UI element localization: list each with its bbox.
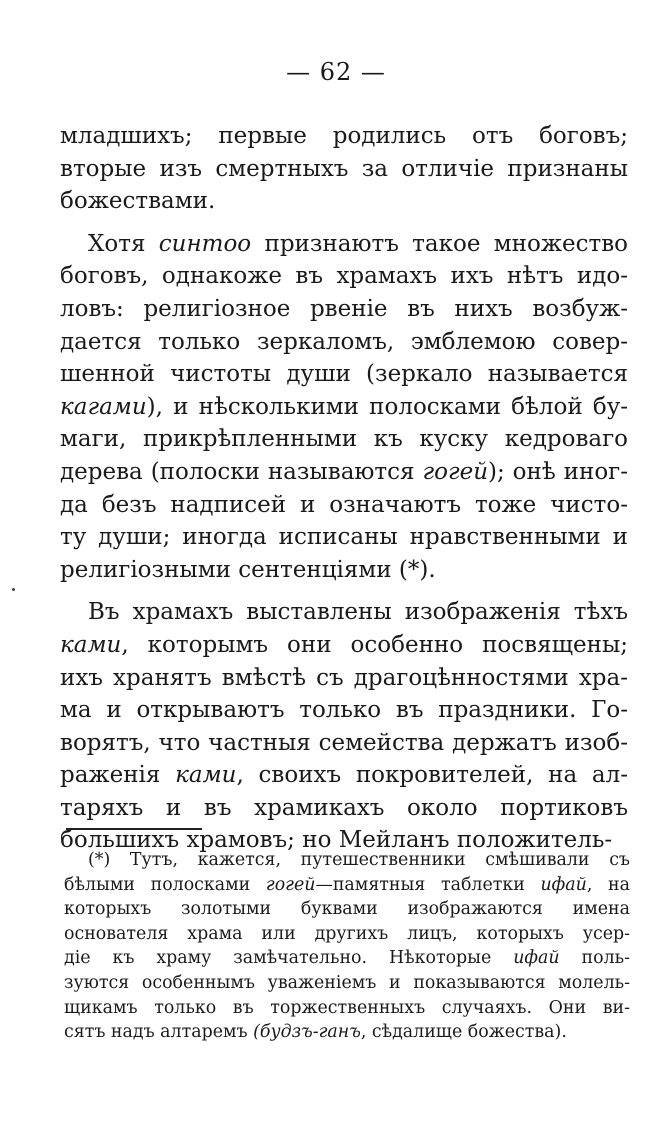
text-run: , которымъ они особенно посвящены;: [121, 631, 628, 658]
text-line: [60, 489, 628, 522]
footnote-line: [64, 1020, 630, 1045]
text-line: [60, 629, 628, 662]
text-run: ловъ: религіозное рвеніе въ нихъ возбуж-: [60, 295, 628, 322]
text-run: шенной чистоты души (зеркало называется: [60, 361, 628, 388]
text-line: [60, 185, 628, 218]
text-run: дается только зеркаломъ, эмблемою совер-: [60, 328, 628, 355]
text-line: [60, 293, 628, 326]
footnote-line: [64, 873, 630, 898]
italic-term: ками: [175, 762, 237, 789]
text-run: боговъ, однакоже въ храмахъ ихъ нѣтъ идо-: [60, 263, 628, 290]
main-text: [60, 120, 628, 857]
footnote-line: [64, 922, 630, 947]
footnote-line: [64, 848, 630, 873]
text-run: Въ храмахъ выставлены изображенія тѣхъ: [88, 599, 628, 626]
italic-term: гогей: [422, 458, 489, 485]
paragraph: [60, 120, 628, 218]
text-run: признаютъ такое множество: [251, 230, 628, 257]
footnote-line: [64, 897, 630, 922]
margin-speck: [12, 588, 15, 591]
footnote: [64, 848, 630, 1045]
italic-term: ифай: [540, 874, 587, 895]
text-run: сятъ надъ алтаремъ: [64, 1022, 254, 1043]
text-line: [60, 228, 628, 261]
text-run: вторые изъ смертныхъ за отличіе признаны: [60, 155, 628, 182]
text-run: , сѣдалище божества).: [360, 1022, 567, 1043]
italic-term: синтоо: [158, 230, 252, 257]
text-run: —памятныя таблетки: [315, 874, 541, 895]
paragraph: [60, 228, 628, 587]
text-line: [60, 153, 628, 186]
text-line: [60, 662, 628, 695]
italic-term: кагами: [60, 393, 147, 420]
text-run: поль-: [559, 948, 630, 969]
text-run: діе къ храму замѣчательно. Нѣкоторые: [64, 948, 514, 969]
text-line: [60, 727, 628, 760]
text-run: , на: [586, 874, 630, 895]
text-run: религіозными сентенціями (*).: [60, 556, 436, 583]
text-line: [60, 596, 628, 629]
text-line: [60, 260, 628, 293]
paragraph-gap: [60, 586, 628, 596]
text-run: бѣлыми полосками: [64, 874, 266, 895]
text-run: основателя храма или другихъ лицъ, которыхъ усер-: [64, 923, 630, 944]
text-run: щикамъ только въ торжественныхъ случаяхъ. Они ви-: [64, 997, 630, 1018]
text-line: [60, 554, 628, 587]
italic-term: гогей: [265, 874, 316, 895]
text-run: младшихъ; первые родились отъ боговъ;: [60, 123, 628, 149]
text-run: ); онѣ иног-: [488, 458, 628, 485]
footnote-divider: [66, 828, 202, 830]
italic-term: (будзъ-ганъ: [253, 1022, 361, 1043]
paragraph: [60, 596, 628, 857]
text-line: [60, 358, 628, 391]
text-run: божествами.: [60, 188, 216, 215]
text-run: таряхъ и въ храмикахъ около портиковъ: [60, 794, 628, 821]
text-run: раженія: [60, 762, 176, 789]
text-line: [60, 456, 628, 489]
text-run: ), и нѣсколькими полосками бѣлой бу-: [146, 393, 628, 420]
italic-term: ифай: [513, 948, 560, 969]
footnote-line: [64, 971, 630, 996]
text-run: дерева (полоски называются: [60, 458, 423, 485]
text-line: [60, 120, 628, 153]
text-run: которыхъ золотыми буквами изображаются имена: [64, 899, 630, 920]
text-run: ворятъ, что частныя семейства держатъ изоб-: [60, 729, 628, 756]
text-run: зуются особеннымъ уваженіемъ и показываются молель-: [64, 972, 630, 993]
text-run: маги, прикрѣпленными къ куску кедроваго: [60, 426, 628, 453]
text-line: [60, 792, 628, 825]
text-line: [60, 391, 628, 424]
text-run: Хотя: [88, 230, 159, 257]
text-line: [60, 759, 628, 792]
text-line: [60, 521, 628, 554]
text-run: , своихъ покровителей, на ал-: [236, 762, 628, 789]
text-run: ма и открываютъ только въ праздники. Го-: [60, 697, 628, 724]
footnote-line: [64, 946, 630, 971]
text-run: ту души; иногда исписаны нравственными и: [60, 524, 628, 551]
text-run: да безъ надписей и означаютъ тоже чисто-: [60, 491, 628, 518]
text-run: ихъ хранятъ вмѣстѣ съ драгоцѣнностями хра-: [60, 664, 628, 691]
paragraph-gap: [60, 218, 628, 228]
page-number: — 62 —: [286, 58, 386, 86]
text-line: [60, 326, 628, 359]
footnote-line: [64, 996, 630, 1021]
italic-term: ками: [60, 631, 122, 658]
text-line: [60, 694, 628, 727]
text-run: (*) Тутъ, кажется, путешественники смѣшивали съ: [88, 850, 630, 870]
text-run: большихъ храмовъ; но Мейланъ положитель-: [60, 827, 613, 854]
text-line: [60, 423, 628, 456]
